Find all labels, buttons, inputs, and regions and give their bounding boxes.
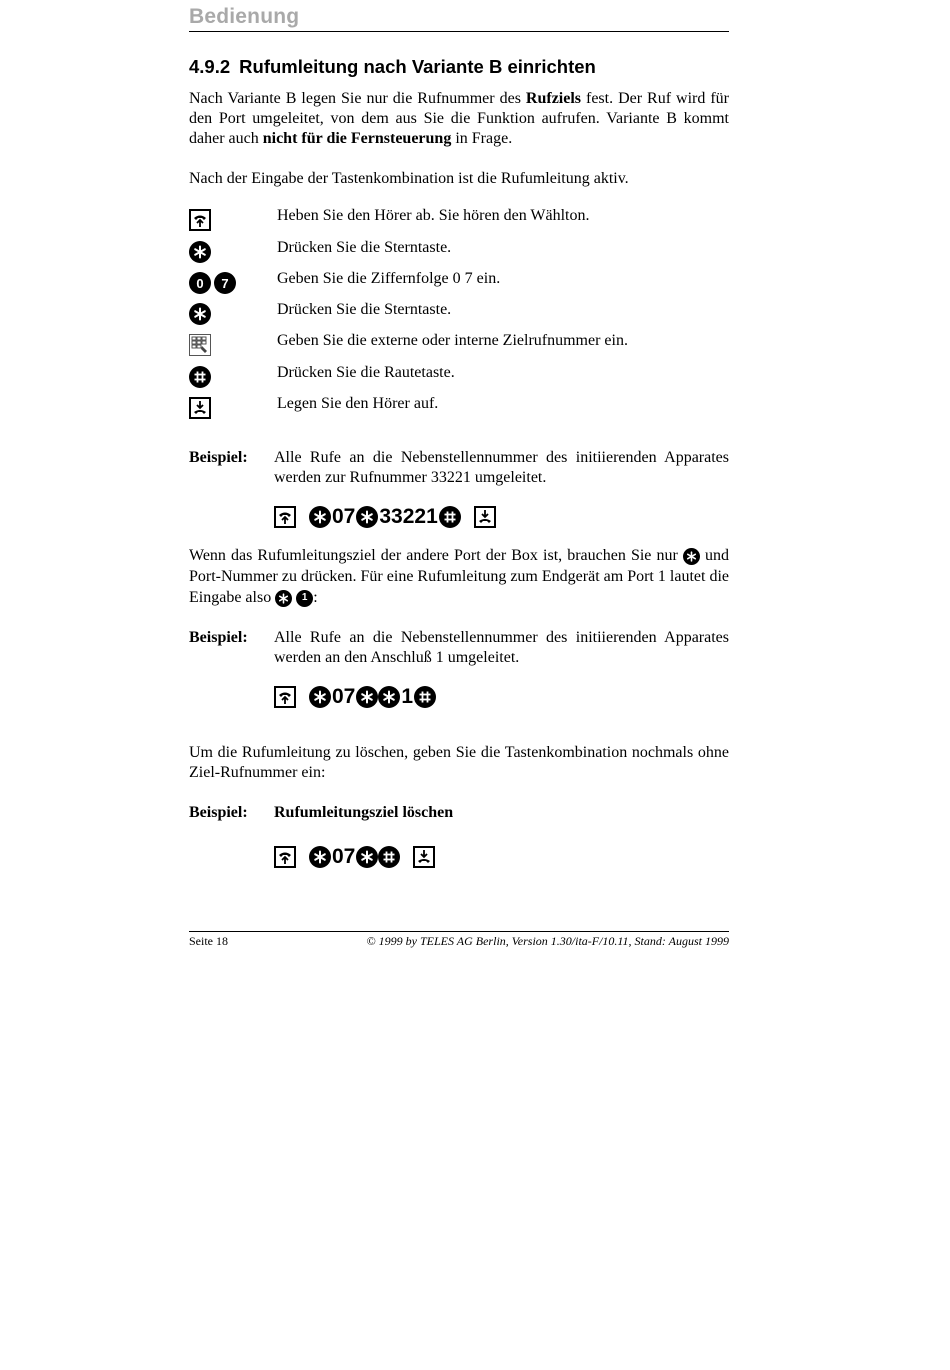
section-number: 4.9.2 (189, 56, 231, 77)
step-text: Geben Sie die externe oder interne Zielrufnummer ein. (277, 332, 628, 349)
star-key-icon (356, 846, 378, 868)
step-text: Legen Sie den Hörer auf. (277, 395, 439, 412)
step-text: Drücken Sie die Sterntaste. (277, 301, 452, 318)
running-header: Bedienung (189, 5, 300, 28)
intro-text-2: fest. Der Ruf wird für den Port umgeleitet, von dem aus Sie die Funktion aufrufen. Variante B kommt daher auch (189, 90, 729, 147)
step-item (189, 363, 729, 391)
handset-lift-icon (274, 506, 296, 528)
step-item (189, 300, 729, 328)
sequence-digits: 1 (401, 685, 414, 708)
hash-key-icon (414, 686, 436, 708)
star-key-icon (378, 686, 400, 708)
intro-bold-2: nicht für die Fernsteuerung (262, 130, 452, 147)
intro-paragraph (189, 89, 729, 149)
key-sequence (274, 685, 436, 709)
intro-text-1: Nach Variante B legen Sie nur die Rufnummer des (189, 90, 526, 107)
example-label: Beispiel: (189, 804, 248, 821)
active-paragraph: Nach der Eingabe der Tastenkombination ist die Rufumleitung aktiv. (189, 170, 629, 187)
intro-bold-1: Rufziels (525, 90, 582, 107)
section-heading (189, 56, 596, 78)
step-text: Heben Sie den Hörer ab. Sie hören den Wählton. (277, 207, 590, 224)
star-key-icon (683, 548, 700, 565)
port-text-3: : (313, 589, 318, 606)
sequence-digits: 33221 (379, 505, 438, 528)
footer-rule (189, 931, 729, 932)
handset-lift-icon (274, 846, 296, 868)
star-key-icon (309, 686, 331, 708)
star-key-icon (309, 506, 331, 528)
sequence-digits: 07 (332, 845, 356, 868)
star-key-icon (309, 846, 331, 868)
header-rule (189, 31, 729, 32)
example-label: Beispiel: (189, 449, 248, 466)
handset-lift-icon (274, 686, 296, 708)
handset-hangup-icon (189, 397, 211, 419)
sequence-digits: 07 (332, 685, 356, 708)
digit-key-0-icon (189, 272, 211, 294)
step-item (189, 238, 729, 266)
port-text-1: Wenn das Rufumleitungsziel der andere Port der Box ist, brauchen Sie nur (189, 547, 683, 564)
handset-hangup-icon (413, 846, 435, 868)
digit-key-7-icon (214, 272, 236, 294)
keypad-icon (189, 334, 211, 356)
example-label: Beispiel: (189, 629, 248, 646)
step-text: Drücken Sie die Rautetaste. (277, 364, 455, 381)
star-key-icon (189, 241, 211, 263)
key-digit: 0 (196, 275, 204, 291)
port-paragraph (189, 545, 729, 608)
delete-paragraph: Um die Rufumleitung zu löschen, geben Sie die Tastenkombination nochmals ohne Ziel-Rufnummer ein: (189, 744, 729, 781)
star-key-icon (189, 303, 211, 325)
step-item (189, 331, 729, 359)
sequence-digits: 07 (332, 505, 356, 528)
hash-key-icon (378, 846, 400, 868)
intro-text-3: in Frage. (451, 130, 513, 147)
handset-lift-icon (189, 209, 211, 231)
star-key-icon (275, 590, 292, 607)
star-key-icon (356, 686, 378, 708)
step-item (189, 206, 729, 234)
example-text: Alle Rufe an die Nebenstellennummer des initiierenden Apparates werden an den Anschluß 1 umgeleitet. (274, 629, 729, 666)
page-number: Seite 18 (189, 934, 228, 948)
section-title: Rufumleitung nach Variante B einrichten (239, 56, 596, 77)
hash-key-icon (189, 366, 211, 388)
step-item (189, 394, 729, 422)
step-item (189, 269, 729, 297)
copyright-notice: © 1999 by TELES AG Berlin, Version 1.30/ita-F/10.11, Stand: August 1999 (366, 934, 729, 948)
port-text-2: und Port-Nummer zu drücken. Für eine Rufumleitung zum Endgerät am Port 1 lautet die Eingabe also (189, 547, 730, 606)
star-key-icon (356, 506, 378, 528)
step-text: Drücken Sie die Sterntaste. (277, 239, 452, 256)
handset-hangup-icon (474, 506, 496, 528)
step-text: Geben Sie die Ziffernfolge 0 7 ein. (277, 270, 501, 287)
key-digit: 7 (221, 275, 229, 291)
digit-key-1-icon (296, 590, 313, 607)
example-text: Alle Rufe an die Nebenstellennummer des initiierenden Apparates werden zur Rufnummer 33221 umgeleitet. (274, 449, 729, 486)
hash-key-icon (439, 506, 461, 528)
key-sequence (274, 845, 435, 869)
key-digit: 1 (301, 592, 308, 604)
example-text: Rufumleitungsziel löschen (274, 804, 454, 821)
key-sequence (274, 505, 496, 529)
